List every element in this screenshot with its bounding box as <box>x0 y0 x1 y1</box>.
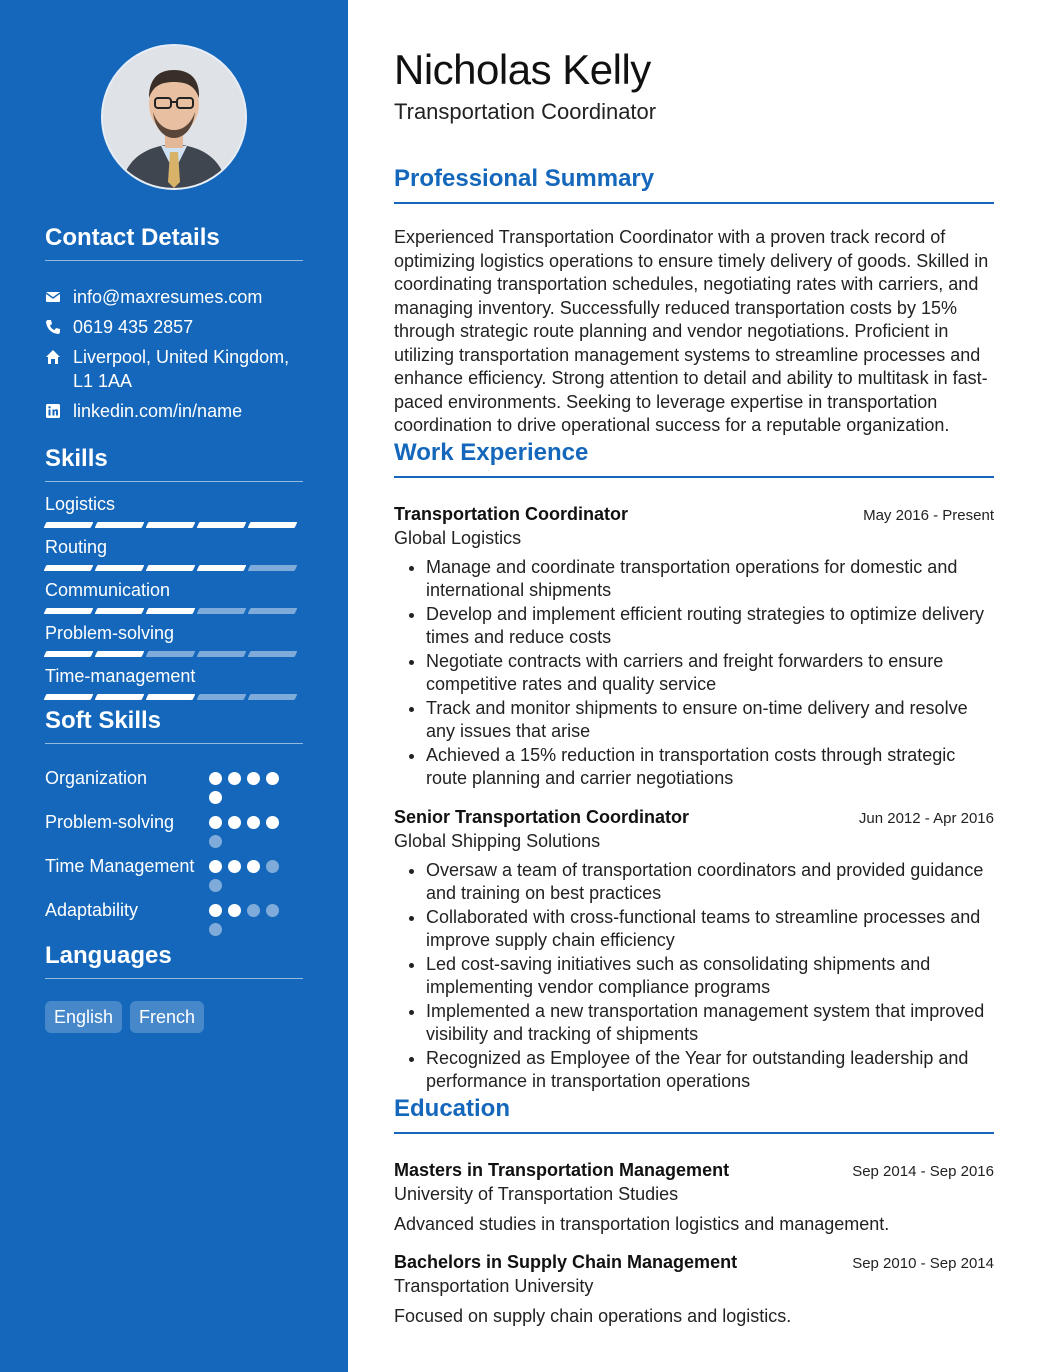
phone-icon <box>45 315 73 339</box>
soft-skill-level-dot <box>209 772 222 785</box>
contact-linkedin-text: linkedin.com/in/name <box>73 401 243 421</box>
job-bullet: • Recognized as Employee of the Year for outstanding leadership and performance in transportation operations <box>426 1047 994 1094</box>
job-bullet: • Achieved a 15% reduction in transportation costs through strategic route planning and carrier negotiations <box>426 744 994 791</box>
soft-skill-level-dot <box>228 904 241 917</box>
skills-heading: Skills <box>45 445 303 482</box>
soft-skills-heading: Soft Skills <box>45 707 303 744</box>
skill-level-segment <box>146 651 196 657</box>
envelope-icon <box>45 285 73 309</box>
skill-item <box>45 664 303 701</box>
education-heading: Education <box>394 1094 994 1134</box>
skill-item <box>45 578 303 615</box>
job-bullet: • Develop and implement efficient routing strategies to optimize delivery times and reduce costs <box>426 603 994 650</box>
soft-skill-level-dot <box>209 923 222 936</box>
job-dates: May 2016 - Present <box>863 506 994 524</box>
job-bullet: • Collaborated with cross-functional teams to streamline processes and improve supply chain efficiency <box>426 906 994 953</box>
skill-level-meter <box>45 522 303 529</box>
soft-skill-level-dot <box>209 816 222 829</box>
skill-name: Routing <box>45 537 108 557</box>
skill-level-segment <box>95 608 145 614</box>
education-header <box>394 1250 994 1274</box>
contact-phone-text: 0619 435 2857 <box>73 317 194 337</box>
job-dates: Jun 2012 - Apr 2016 <box>858 809 994 827</box>
education-description: Advanced studies in transportation logistics and management. <box>394 1213 890 1234</box>
skill-item <box>45 535 303 572</box>
soft-skill-level-dot <box>247 772 260 785</box>
skill-name: Problem-solving <box>45 623 175 643</box>
soft-skill-item <box>45 854 303 892</box>
soft-skill-level-meter <box>209 854 283 892</box>
languages-list <box>45 1001 303 1033</box>
soft-skill-item <box>45 810 303 848</box>
education-entry <box>394 1158 994 1236</box>
skill-level-meter <box>45 565 303 572</box>
candidate-title: Transportation Coordinator <box>394 99 657 124</box>
skill-level-segment <box>248 608 298 614</box>
soft-skill-level-dot <box>247 816 260 829</box>
job-bullet: • Negotiate contracts with carriers and freight forwarders to ensure competitive rates and quality service <box>426 650 994 697</box>
skill-level-segment <box>197 694 247 700</box>
skill-level-segment <box>248 565 298 571</box>
education-header <box>394 1158 994 1182</box>
skill-level-segment <box>95 522 145 528</box>
job-bullet: • Implemented a new transportation management system that improved visibility and tracking of shipments <box>426 1000 994 1047</box>
school-name: Transportation University <box>394 1275 594 1296</box>
contact-address-text: Liverpool, United Kingdom, L1 1AA <box>73 347 290 391</box>
education-list <box>394 1158 994 1328</box>
soft-skill-level-dot <box>209 879 222 892</box>
linkedin-icon <box>45 399 73 423</box>
summary-text: Experienced Transportation Coordinator with a proven track record of optimizing logistics operations to ensure timely delivery of goods. Skilled in coordinating transportation schedules, negotiating rates with carriers, and managing inventory. Successfully reduced transportation costs by 15% through strategic route planning and vendor negotiations. Proficient in utilizing transportation management systems to streamline processes and enhance efficiency. Strong attention to detail and ability to multitask in fast-paced environments. Seeking to leverage expertise in transportation coordination to drive operational success for a reputable organization. <box>394 227 989 435</box>
home-icon <box>45 345 73 369</box>
profile-photo-illustration <box>103 46 245 188</box>
experience-heading: Work Experience <box>394 438 994 478</box>
school-name: University of Transportation Studies <box>394 1183 679 1204</box>
soft-skill-level-dot <box>228 816 241 829</box>
degree-title: Masters in Transportation Management <box>394 1159 730 1180</box>
education-dates: Sep 2014 - Sep 2016 <box>852 1162 994 1180</box>
skill-level-segment <box>248 522 298 528</box>
contact-list <box>45 285 303 423</box>
skill-level-segment <box>197 565 247 571</box>
soft-skills-list <box>45 766 303 936</box>
soft-skill-name: Problem-solving <box>45 812 175 832</box>
job-entry <box>394 502 994 791</box>
skill-level-segment <box>44 522 94 528</box>
soft-skill-level-dot <box>247 860 260 873</box>
skill-level-segment <box>146 694 196 700</box>
profile-photo <box>101 44 247 190</box>
sidebar <box>0 0 348 1372</box>
soft-skill-name: Time Management <box>45 856 195 876</box>
skill-level-meter <box>45 608 303 615</box>
soft-skill-item <box>45 766 303 804</box>
soft-skill-level-dot <box>266 772 279 785</box>
job-company: Global Shipping Solutions <box>394 830 601 851</box>
skill-level-segment <box>146 522 196 528</box>
job-bullets <box>394 556 994 791</box>
soft-skill-level-dot <box>209 904 222 917</box>
soft-skill-item <box>45 898 303 936</box>
contact-heading: Contact Details <box>45 224 303 261</box>
skill-level-segment <box>95 565 145 571</box>
skill-level-segment <box>44 694 94 700</box>
education-description: Focused on supply chain operations and logistics. <box>394 1305 792 1326</box>
skill-name: Logistics <box>45 494 116 514</box>
languages-heading: Languages <box>45 942 303 979</box>
soft-skill-level-dot <box>209 835 222 848</box>
skill-level-meter <box>45 694 303 701</box>
skill-level-segment <box>197 522 247 528</box>
skill-level-segment <box>248 694 298 700</box>
skill-level-segment <box>44 651 94 657</box>
contact-address <box>45 345 303 393</box>
education-dates: Sep 2010 - Sep 2014 <box>852 1254 994 1272</box>
soft-skill-name: Organization <box>45 768 148 788</box>
skill-level-meter <box>45 651 303 658</box>
job-bullets <box>394 859 994 1094</box>
contact-email[interactable] <box>45 285 303 309</box>
skill-item <box>45 621 303 658</box>
job-header <box>394 502 994 526</box>
experience-list <box>394 502 994 1094</box>
soft-skill-level-meter <box>209 766 283 804</box>
job-title: Senior Transportation Coordinator <box>394 806 690 827</box>
job-bullet: • Led cost-saving initiatives such as consolidating shipments and implementing vendor compliance programs <box>426 953 994 1000</box>
soft-skill-level-meter <box>209 898 283 936</box>
contact-email-text: info@maxresumes.com <box>73 287 263 307</box>
soft-skill-level-dot <box>209 860 222 873</box>
skill-level-segment <box>44 608 94 614</box>
job-bullet: • Manage and coordinate transportation operations for domestic and international shipments <box>426 556 994 603</box>
job-bullet: • Oversaw a team of transportation coordinators and provided guidance and training on best practices <box>426 859 994 906</box>
candidate-name: Nicholas Kelly <box>394 46 651 93</box>
skill-level-segment <box>44 565 94 571</box>
soft-skill-level-dot <box>228 772 241 785</box>
degree-title: Bachelors in Supply Chain Management <box>394 1251 738 1272</box>
job-bullet: • Track and monitor shipments to ensure on-time delivery and resolve any issues that arise <box>426 697 994 744</box>
skill-level-segment <box>197 651 247 657</box>
job-header <box>394 805 994 829</box>
soft-skill-level-dot <box>247 904 260 917</box>
skill-name: Time-management <box>45 666 196 686</box>
language-tag: French <box>130 1001 204 1033</box>
soft-skill-level-dot <box>266 904 279 917</box>
skill-level-segment <box>248 651 298 657</box>
skill-item <box>45 492 303 529</box>
soft-skill-level-meter <box>209 810 283 848</box>
soft-skill-level-dot <box>228 860 241 873</box>
main-content <box>348 0 1040 1372</box>
skill-level-segment <box>95 694 145 700</box>
education-entry <box>394 1250 994 1328</box>
contact-linkedin[interactable] <box>45 399 303 423</box>
language-tag: English <box>45 1001 122 1033</box>
soft-skill-level-dot <box>209 791 222 804</box>
job-entry <box>394 805 994 1094</box>
skill-level-segment <box>197 608 247 614</box>
skill-name: Communication <box>45 580 171 600</box>
soft-skill-level-dot <box>266 816 279 829</box>
skills-list <box>45 492 303 701</box>
summary-heading: Professional Summary <box>394 164 994 204</box>
skill-level-segment <box>95 651 145 657</box>
soft-skill-name: Adaptability <box>45 900 139 920</box>
job-company: Global Logistics <box>394 527 522 548</box>
job-title: Transportation Coordinator <box>394 503 628 524</box>
skill-level-segment <box>146 608 196 614</box>
skill-level-segment <box>146 565 196 571</box>
soft-skill-level-dot <box>266 860 279 873</box>
contact-phone[interactable] <box>45 315 303 339</box>
